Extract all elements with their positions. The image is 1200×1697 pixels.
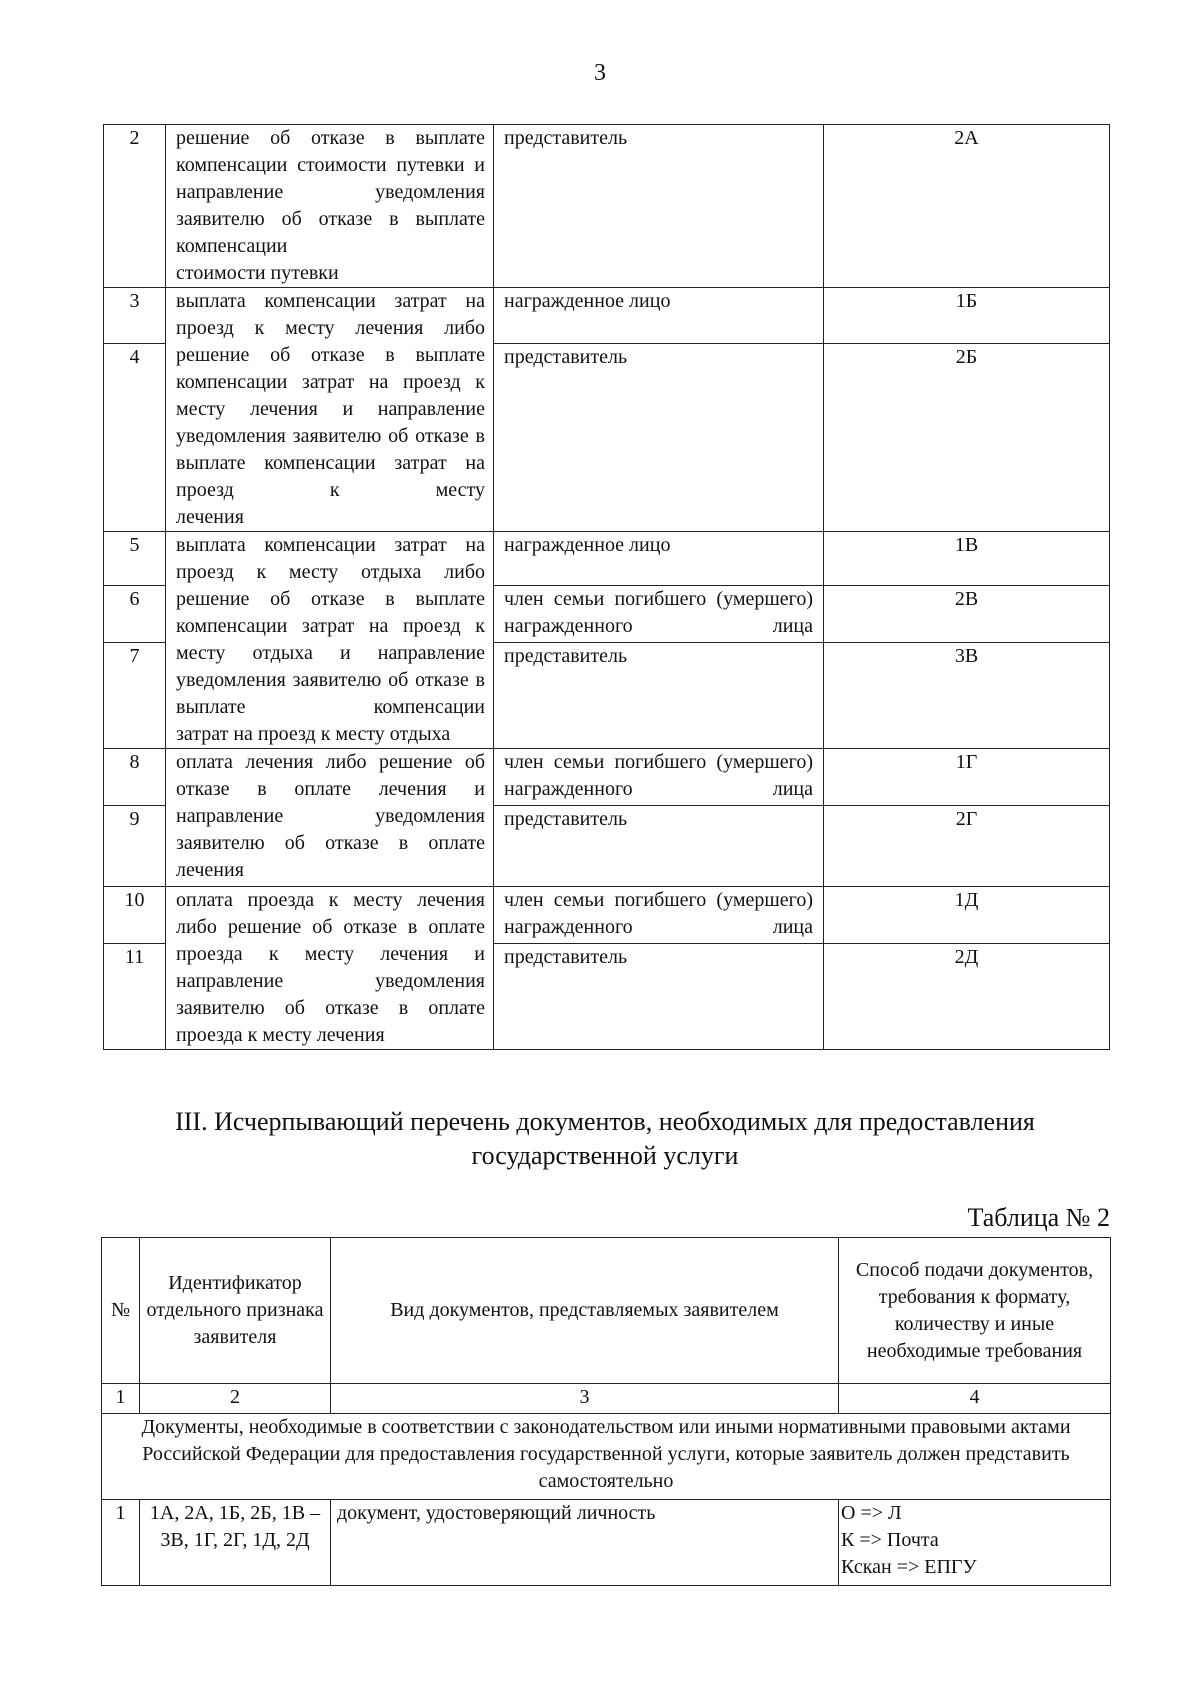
table-row [104, 532, 1110, 586]
column-number: 1 [102, 1384, 140, 1414]
submission-method: О => Л [841, 1502, 902, 1524]
table-row [104, 749, 1110, 806]
row-number: 8 [104, 749, 166, 806]
applicant-ids: 1А, 2А, 1Б, 2Б, 1В – 3В, 1Г, 2Г, 1Д, 2Д [140, 1500, 331, 1586]
applicant-id: 3В [824, 643, 1110, 749]
applicant-category: представитель [494, 343, 824, 532]
row-number: 6 [104, 586, 166, 643]
table-row [104, 288, 1110, 344]
applicant-category: награжденное лицо [494, 532, 824, 586]
row-number: 2 [104, 125, 166, 288]
table-row [102, 1500, 1111, 1586]
table-row [104, 125, 1110, 288]
table-row [104, 887, 1110, 944]
applicant-category: член семьи погибшего (умершего) награжденного лица [494, 887, 824, 944]
applicant-id: 1В [824, 532, 1110, 586]
section-row-text: Документы, необходимые в соответствии с законодательством или иными нормативными правовыми актами Российской Федерации для предоставления государственной услуги, которые заявитель должен представить самостоятельно [102, 1414, 1111, 1500]
services-table [103, 124, 1110, 1050]
result-description: решение об отказе в выплате компенсации стоимости путевки и направление уведомления заявителю об отказе в выплате компенсации стоимости путевки [166, 125, 494, 288]
applicant-id: 2В [824, 586, 1110, 643]
applicant-id: 1Д [824, 887, 1110, 944]
table-caption: Таблица № 2 [967, 1203, 1110, 1232]
row-number: 5 [104, 532, 166, 586]
row-number: 1 [102, 1500, 140, 1586]
row-number: 3 [104, 288, 166, 344]
submission-method: К => Почта [841, 1529, 939, 1551]
applicant-category: член семьи погибшего (умершего) награжденного лица [494, 749, 824, 806]
row-number: 9 [104, 806, 166, 887]
applicant-category: представитель [494, 125, 824, 288]
applicant-category: член семьи погибшего (умершего) награжденного лица [494, 586, 824, 643]
result-description: выплата компенсации затрат на проезд к месту отдыха либо решение об отказе в выплате компенсации затрат на проезд к месту отдыха и направление уведомления заявителю об отказе в выплате компенсации затрат на проезд к месту отдыха [166, 532, 494, 749]
section-title: III. Исчерпывающий перечень документов, необходимых для предоставления государственной услуги [175, 1107, 1035, 1170]
row-number: 4 [104, 343, 166, 532]
column-header: Идентификатор отдельного признака заявителя [140, 1238, 331, 1384]
row-number: 7 [104, 643, 166, 749]
applicant-id: 2Б [824, 343, 1110, 532]
result-description: оплата проезда к месту лечения либо решение об отказе в оплате проезда к месту лечения и направление уведомления заявителю об отказе в оплате проезда к месту лечения [166, 887, 494, 1050]
result-description: оплата лечения либо решение об отказе в оплате лечения и направление уведомления заявителю об отказе в оплате лечения [166, 749, 494, 887]
document-type: документ, удостоверяющий личность [331, 1500, 839, 1586]
applicant-id: 2Д [824, 944, 1110, 1050]
column-number-row [102, 1384, 1111, 1414]
table-header-row [102, 1238, 1111, 1384]
applicant-category: представитель [494, 944, 824, 1050]
submission-methods [839, 1500, 1111, 1586]
applicant-id: 2Г [824, 806, 1110, 887]
submission-method: Кскан => ЕПГУ [841, 1556, 977, 1578]
page-number: 3 [594, 60, 606, 86]
applicant-category: награжденное лицо [494, 288, 824, 344]
column-header: Вид документов, представляемых заявителем [331, 1238, 839, 1384]
applicant-id: 1Г [824, 749, 1110, 806]
section-row [102, 1414, 1111, 1500]
row-number: 11 [104, 944, 166, 1050]
column-number: 3 [331, 1384, 839, 1414]
documents-table [101, 1237, 1111, 1586]
column-number: 4 [839, 1384, 1111, 1414]
applicant-id: 2А [824, 125, 1110, 288]
column-header: № [102, 1238, 140, 1384]
column-number: 2 [140, 1384, 331, 1414]
result-description: выплата компенсации затрат на проезд к месту лечения либо решение об отказе в выплате компенсации затрат на проезд к месту лечения и направление уведомления заявителю об отказе в выплате компенсации затрат на проезд к месту лечения [166, 288, 494, 532]
column-header: Способ подачи документов, требования к формату, количеству и иные необходимые требования [839, 1238, 1111, 1384]
applicant-category: представитель [494, 643, 824, 749]
row-number: 10 [104, 887, 166, 944]
applicant-category: представитель [494, 806, 824, 887]
applicant-id: 1Б [824, 288, 1110, 344]
